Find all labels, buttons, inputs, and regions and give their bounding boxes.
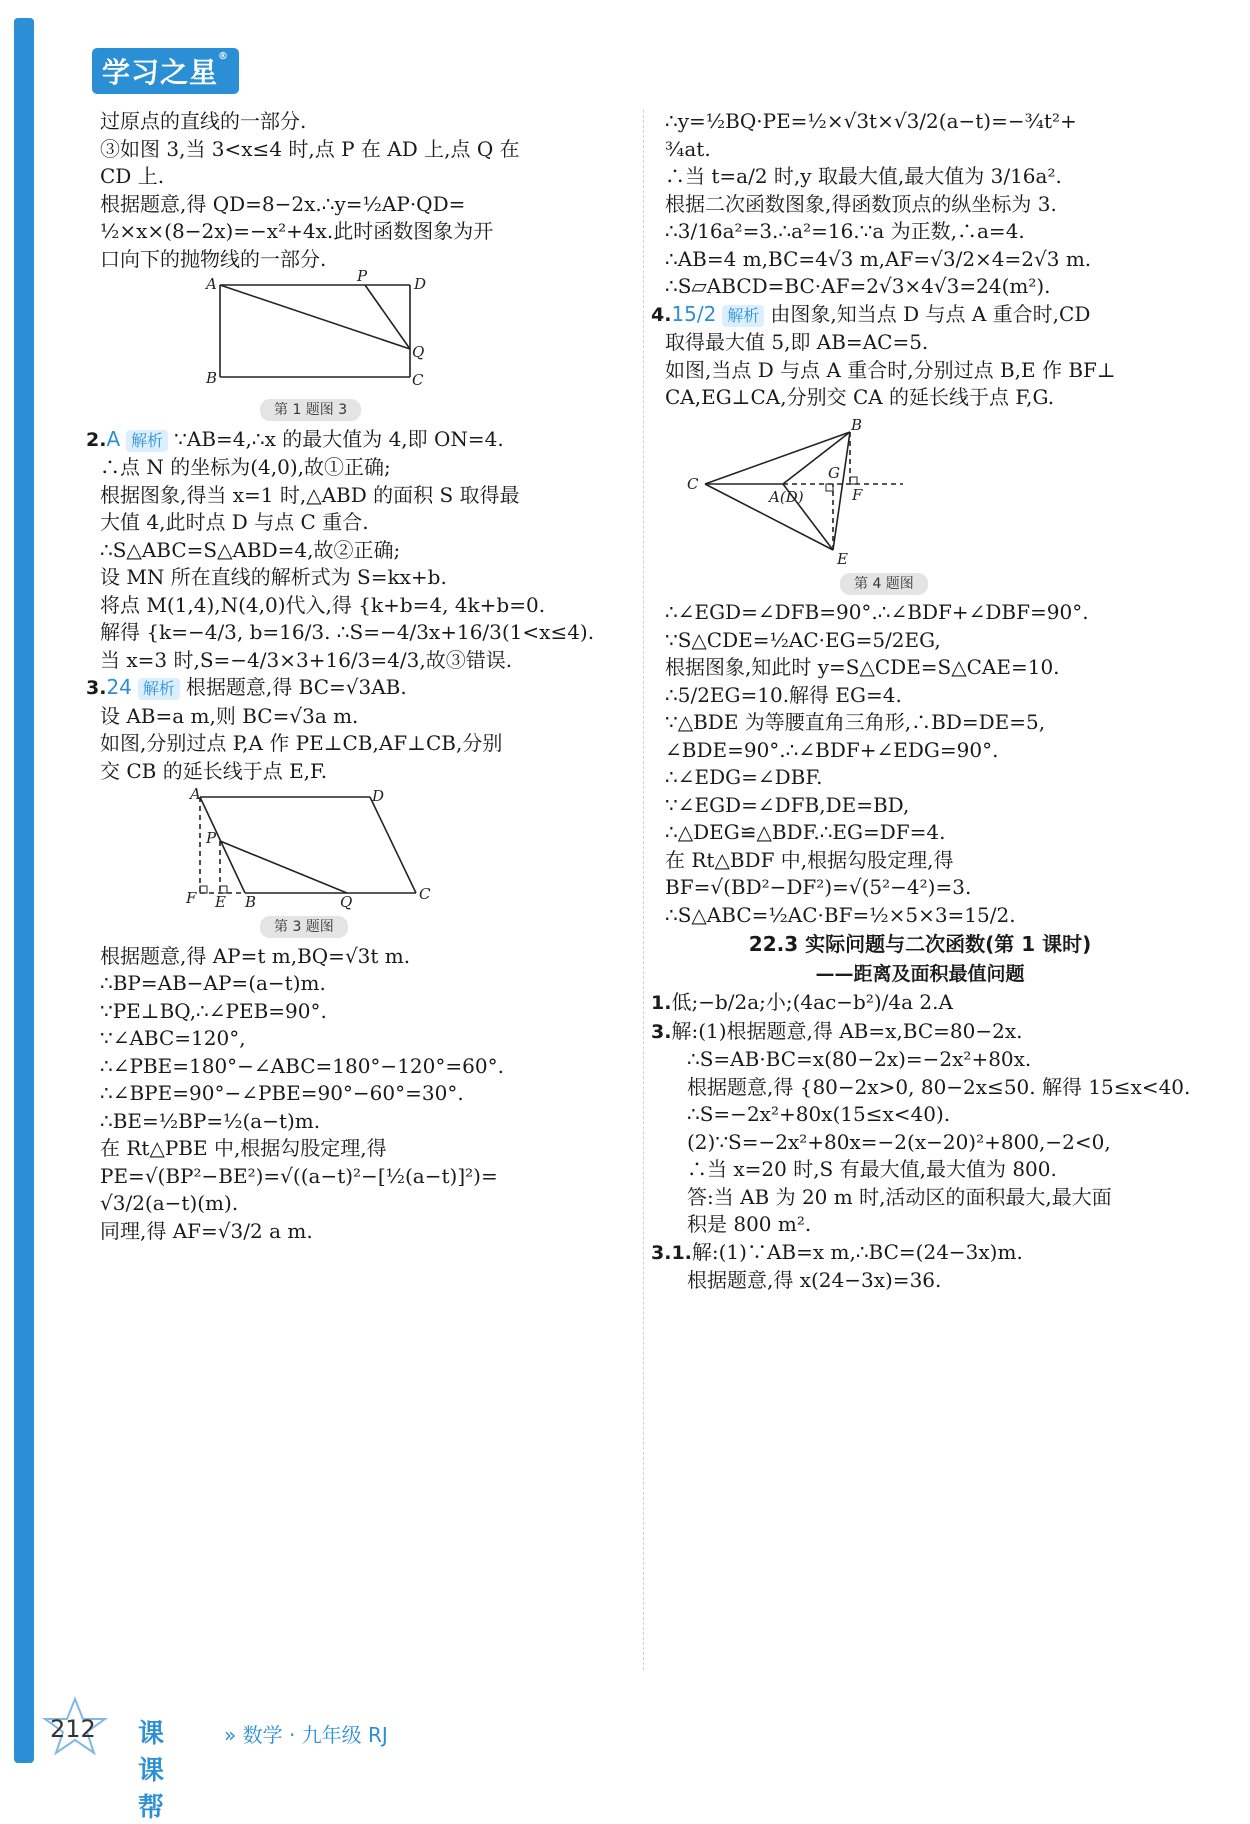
solution-line: ∴S=AB·BC=x(80−2x)=−2x²+80x. <box>687 1047 1032 1071</box>
figure-caption: 第 3 题图 <box>260 916 348 938</box>
solution-line: ③如图 3,当 3<x≤4 时,点 P 在 AD 上,点 Q 在 <box>100 136 520 161</box>
solution-line: 解得 {k=−4/3, b=16/3. ∴S=−4/3x+16/3(1<x≤4). <box>100 620 595 644</box>
solution-line: ∴∠PBE=180°−∠ABC=180°−120°=60°. <box>100 1053 504 1078</box>
figure-point-label: B <box>245 893 257 911</box>
solution-line: 设 MN 所在直线的解析式为 S=kx+b. <box>100 565 447 589</box>
figure-point-label: D <box>372 787 385 805</box>
solution-line: 大值 4,此时点 D 与点 C 重合. <box>100 510 369 534</box>
solution-line: 当 x=3 时,S=−4/3×3+16/3=4/3,故③错误. <box>100 647 513 672</box>
figure <box>665 415 1175 596</box>
page-number: 212 <box>50 1715 96 1743</box>
solution-line: ½×x×(8−2x)=−x²+4x.此时函数图象为开 <box>100 219 494 243</box>
figure-point-label: A(D) <box>769 487 804 506</box>
solution-line: 在 Rt△BDF 中,根据勾股定理,得 <box>665 847 954 872</box>
figure <box>100 785 630 939</box>
figure-point-label: E <box>837 549 848 568</box>
figure-segment <box>370 797 416 893</box>
solution-line: ∴点 N 的坐标为(4,0),故①正确; <box>100 455 391 479</box>
solution-line: ∴S△ABC=S△ABD=4,故②正确; <box>100 537 401 562</box>
solution-line: ∴S▱ABCD=BC·AF=2√3×4√3=24(m²). <box>665 274 1051 298</box>
solution-line: 答:当 AB 为 20 m 时,活动区的面积最大,最大面 <box>687 1184 1112 1209</box>
solution-line: 根据题意,得 AP=t m,BQ=√3t m. <box>100 943 411 968</box>
solution-line: CD 上. <box>100 164 165 188</box>
solution-line: 取得最大值 5,即 AB=AC=5. <box>665 330 929 354</box>
question-number: 3. <box>86 677 107 699</box>
figure-point-label: C <box>419 885 431 903</box>
solution-line: 设 AB=a m,则 BC=√3a m. <box>100 703 359 728</box>
solution-line: 根据图象,得当 x=1 时,△ABD 的面积 S 取得最 <box>100 482 520 507</box>
solution-line: ∴AB=4 m,BC=4√3 m,AF=√3/2×4=2√3 m. <box>665 246 1092 271</box>
figure-point-label: C <box>412 371 424 389</box>
solution-line: ∴当 t=a/2 时,y 取最大值,最大值为 3/16a². <box>665 164 1062 188</box>
question-number: 2. <box>86 428 107 451</box>
figure-segment <box>220 285 410 349</box>
solution-line: ∴S=−2x²+80x(15≤x<40). <box>687 1102 951 1126</box>
question-number: 3.1. <box>651 1241 692 1264</box>
solution-line: ∴∠BPE=90°−∠PBE=90°−60°=30°. <box>100 1081 464 1105</box>
figure-point-label: Q <box>412 343 425 361</box>
solution-line: 将点 M(1,4),N(4,0)代入,得 {k+b=4, 4k+b=0. <box>100 592 546 617</box>
solution-line: 根据题意,得 {80−2x>0, 80−2x≤50. 解得 15≤x<40. <box>687 1074 1191 1099</box>
answer-value: 15/2 <box>671 301 717 326</box>
solution-line: 根据图象,知此时 y=S△CDE=S△CAE=10. <box>665 655 1060 679</box>
solution-line: ∴当 x=20 时,S 有最大值,最大值为 800. <box>687 1157 1057 1181</box>
solution-text: 低;−b/2a;小;(4ac−b²)/4a 2.A <box>671 990 953 1014</box>
section-title: 22.3 实际问题与二次函数(第 1 课时) <box>748 932 1092 956</box>
figure <box>100 267 630 422</box>
solution-line: ∴3/16a²=3.∴a²=16.∵a 为正数,∴a=4. <box>665 219 1025 243</box>
figure-caption: 第 1 题图 3 <box>260 399 361 421</box>
solution-line: ¾at. <box>665 136 711 161</box>
figure-point-label: P <box>206 829 217 847</box>
right-angle-mark <box>220 886 227 893</box>
question-answer-line <box>651 301 1175 330</box>
solution-line: BF=√(BD²−DF²)=√(5²−4²)=3. <box>665 875 972 899</box>
triangle-figure-4 <box>665 415 1175 568</box>
solution-line: 根据题意,得 QD=8−2x.∴y=½AP·QD= <box>100 191 466 216</box>
solution-line: ∴BE=½BP=½(a−t)m. <box>100 1108 321 1133</box>
right-angle-mark <box>850 477 857 484</box>
figure-point-label: F <box>186 889 197 907</box>
solution-line: 积是 800 m². <box>687 1212 812 1236</box>
solution-text: 解:(1)根据题意,得 AB=x,BC=80−2x. <box>671 1018 1023 1043</box>
figure-point-label: B <box>851 415 863 434</box>
figure-point-label: C <box>687 474 699 493</box>
solution-line: ∵S△CDE=½AC·EG=5/2EG, <box>665 627 941 652</box>
solution-line: ∴y=½BQ·PE=½×√3t×√3/2(a−t)=−¾t²+ <box>665 109 1077 133</box>
solution-text: 由图象,知当点 D 与点 A 重合时,CD <box>770 301 1091 326</box>
figure-point-label: D <box>414 275 427 293</box>
solution-line: 根据二次函数图象,得函数顶点的纵坐标为 3. <box>665 191 1057 216</box>
solution-line: 交 CB 的延长线于点 E,F. <box>100 758 328 783</box>
solution-line: PE=√(BP²−BE²)=√((a−t)²−[½(a−t)]²)= <box>100 1163 498 1188</box>
right-column <box>651 108 1191 1295</box>
side-color-bar <box>14 18 34 1763</box>
figure-segment <box>220 841 347 893</box>
solution-line: ∴BP=AB−AP=(a−t)m. <box>100 971 326 995</box>
figure-segment <box>365 285 410 349</box>
figure-point-label: F <box>852 485 863 504</box>
solution-line: ∵∠ABC=120°, <box>100 1026 246 1050</box>
solution-line: ∴S△ABC=½AC·BF=½×5×3=15/2. <box>665 902 1016 927</box>
parallelogram-figure-3 <box>100 785 620 911</box>
question-answer-line <box>651 1018 1175 1047</box>
solution-text: 解:(1)∵AB=x m,∴BC=(24−3x)m. <box>691 1239 1023 1264</box>
figure-caption: 第 4 题图 <box>840 573 928 595</box>
section-subtitle: ——距离及面积最值问题 <box>815 963 1025 985</box>
figure-point-label: G <box>828 463 840 482</box>
brand-name: 课课帮 <box>138 1719 165 1823</box>
figure-point-label: A <box>206 275 217 293</box>
solution-line: ∴△DEG≌△BDF.∴EG=DF=4. <box>665 820 946 844</box>
question-answer-line <box>86 674 630 703</box>
question-number: 1. <box>651 992 672 1014</box>
answer-value: 24 <box>106 675 132 699</box>
solution-line: ∴∠EGD=∠DFB=90°.∴∠BDF+∠DBF=90°. <box>665 600 1089 624</box>
solution-line: √3/2(a−t)(m). <box>100 1191 239 1215</box>
solution-line: 如图,分别过点 P,A 作 PE⊥CB,AF⊥CB,分别 <box>100 731 503 755</box>
rectangle-figure-1-3 <box>100 267 620 394</box>
figure-point-label: E <box>215 893 226 911</box>
right-angle-mark <box>826 484 833 491</box>
solution-line: ∴5/2EG=10.解得 EG=4. <box>665 682 902 707</box>
solution-line: ∵△BDE 为等腰直角三角形,∴BD=DE=5, <box>665 710 1046 734</box>
solution-line: 根据题意,得 x(24−3x)=36. <box>687 1268 942 1292</box>
question-answer-line <box>651 989 1175 1018</box>
analysis-tag: 解析 <box>722 305 764 327</box>
solution-line: 口向下的抛物线的一部分. <box>100 246 327 271</box>
question-answer-line <box>86 426 630 455</box>
solution-line: 过原点的直线的一部分. <box>100 109 307 133</box>
analysis-tag: 解析 <box>126 430 168 452</box>
figure-point-label: A <box>190 785 201 803</box>
solution-text: ∵AB=4,∴x 的最大值为 4,即 ON=4. <box>174 426 504 451</box>
left-column <box>86 108 630 1245</box>
figure-point-label: P <box>357 267 368 285</box>
publisher-logo: 学习之星® <box>92 48 239 94</box>
figure-segment <box>833 432 850 550</box>
solution-line: (2)∵S=−2x²+80x=−2(x−20)²+800,−2<0, <box>687 1129 1111 1154</box>
figure-point-label: Q <box>340 893 353 911</box>
solution-line: ∴∠EDG=∠DBF. <box>665 765 823 789</box>
question-number: 3. <box>651 1020 672 1043</box>
solution-line: ∠BDE=90°.∴∠BDF+∠EDG=90°. <box>665 737 999 762</box>
solution-line: 同理,得 AF=√3/2 a m. <box>100 1218 313 1243</box>
solution-line: ∵∠EGD=∠DFB,DE=BD, <box>665 792 910 817</box>
column-divider <box>643 110 644 1670</box>
question-answer-line <box>651 1239 1175 1268</box>
solution-line: CA,EG⊥CA,分别交 CA 的延长线于点 F,G. <box>665 385 1055 409</box>
right-angle-mark <box>200 886 207 893</box>
subject-breadcrumb: » 数学 · 九年级 RJ <box>224 1723 388 1747</box>
solution-line: 在 Rt△PBE 中,根据勾股定理,得 <box>100 1136 387 1160</box>
question-number: 4. <box>651 303 672 326</box>
figure-point-label: B <box>206 369 218 387</box>
answer-value: A <box>106 426 121 451</box>
solution-line: ∵PE⊥BQ,∴∠PEB=90°. <box>100 998 327 1023</box>
solution-text: 根据题意,得 BC=√3AB. <box>185 675 407 699</box>
solution-line: 如图,当点 D 与点 A 重合时,分别过点 B,E 作 BF⊥ <box>665 357 1116 382</box>
analysis-tag: 解析 <box>138 678 180 700</box>
